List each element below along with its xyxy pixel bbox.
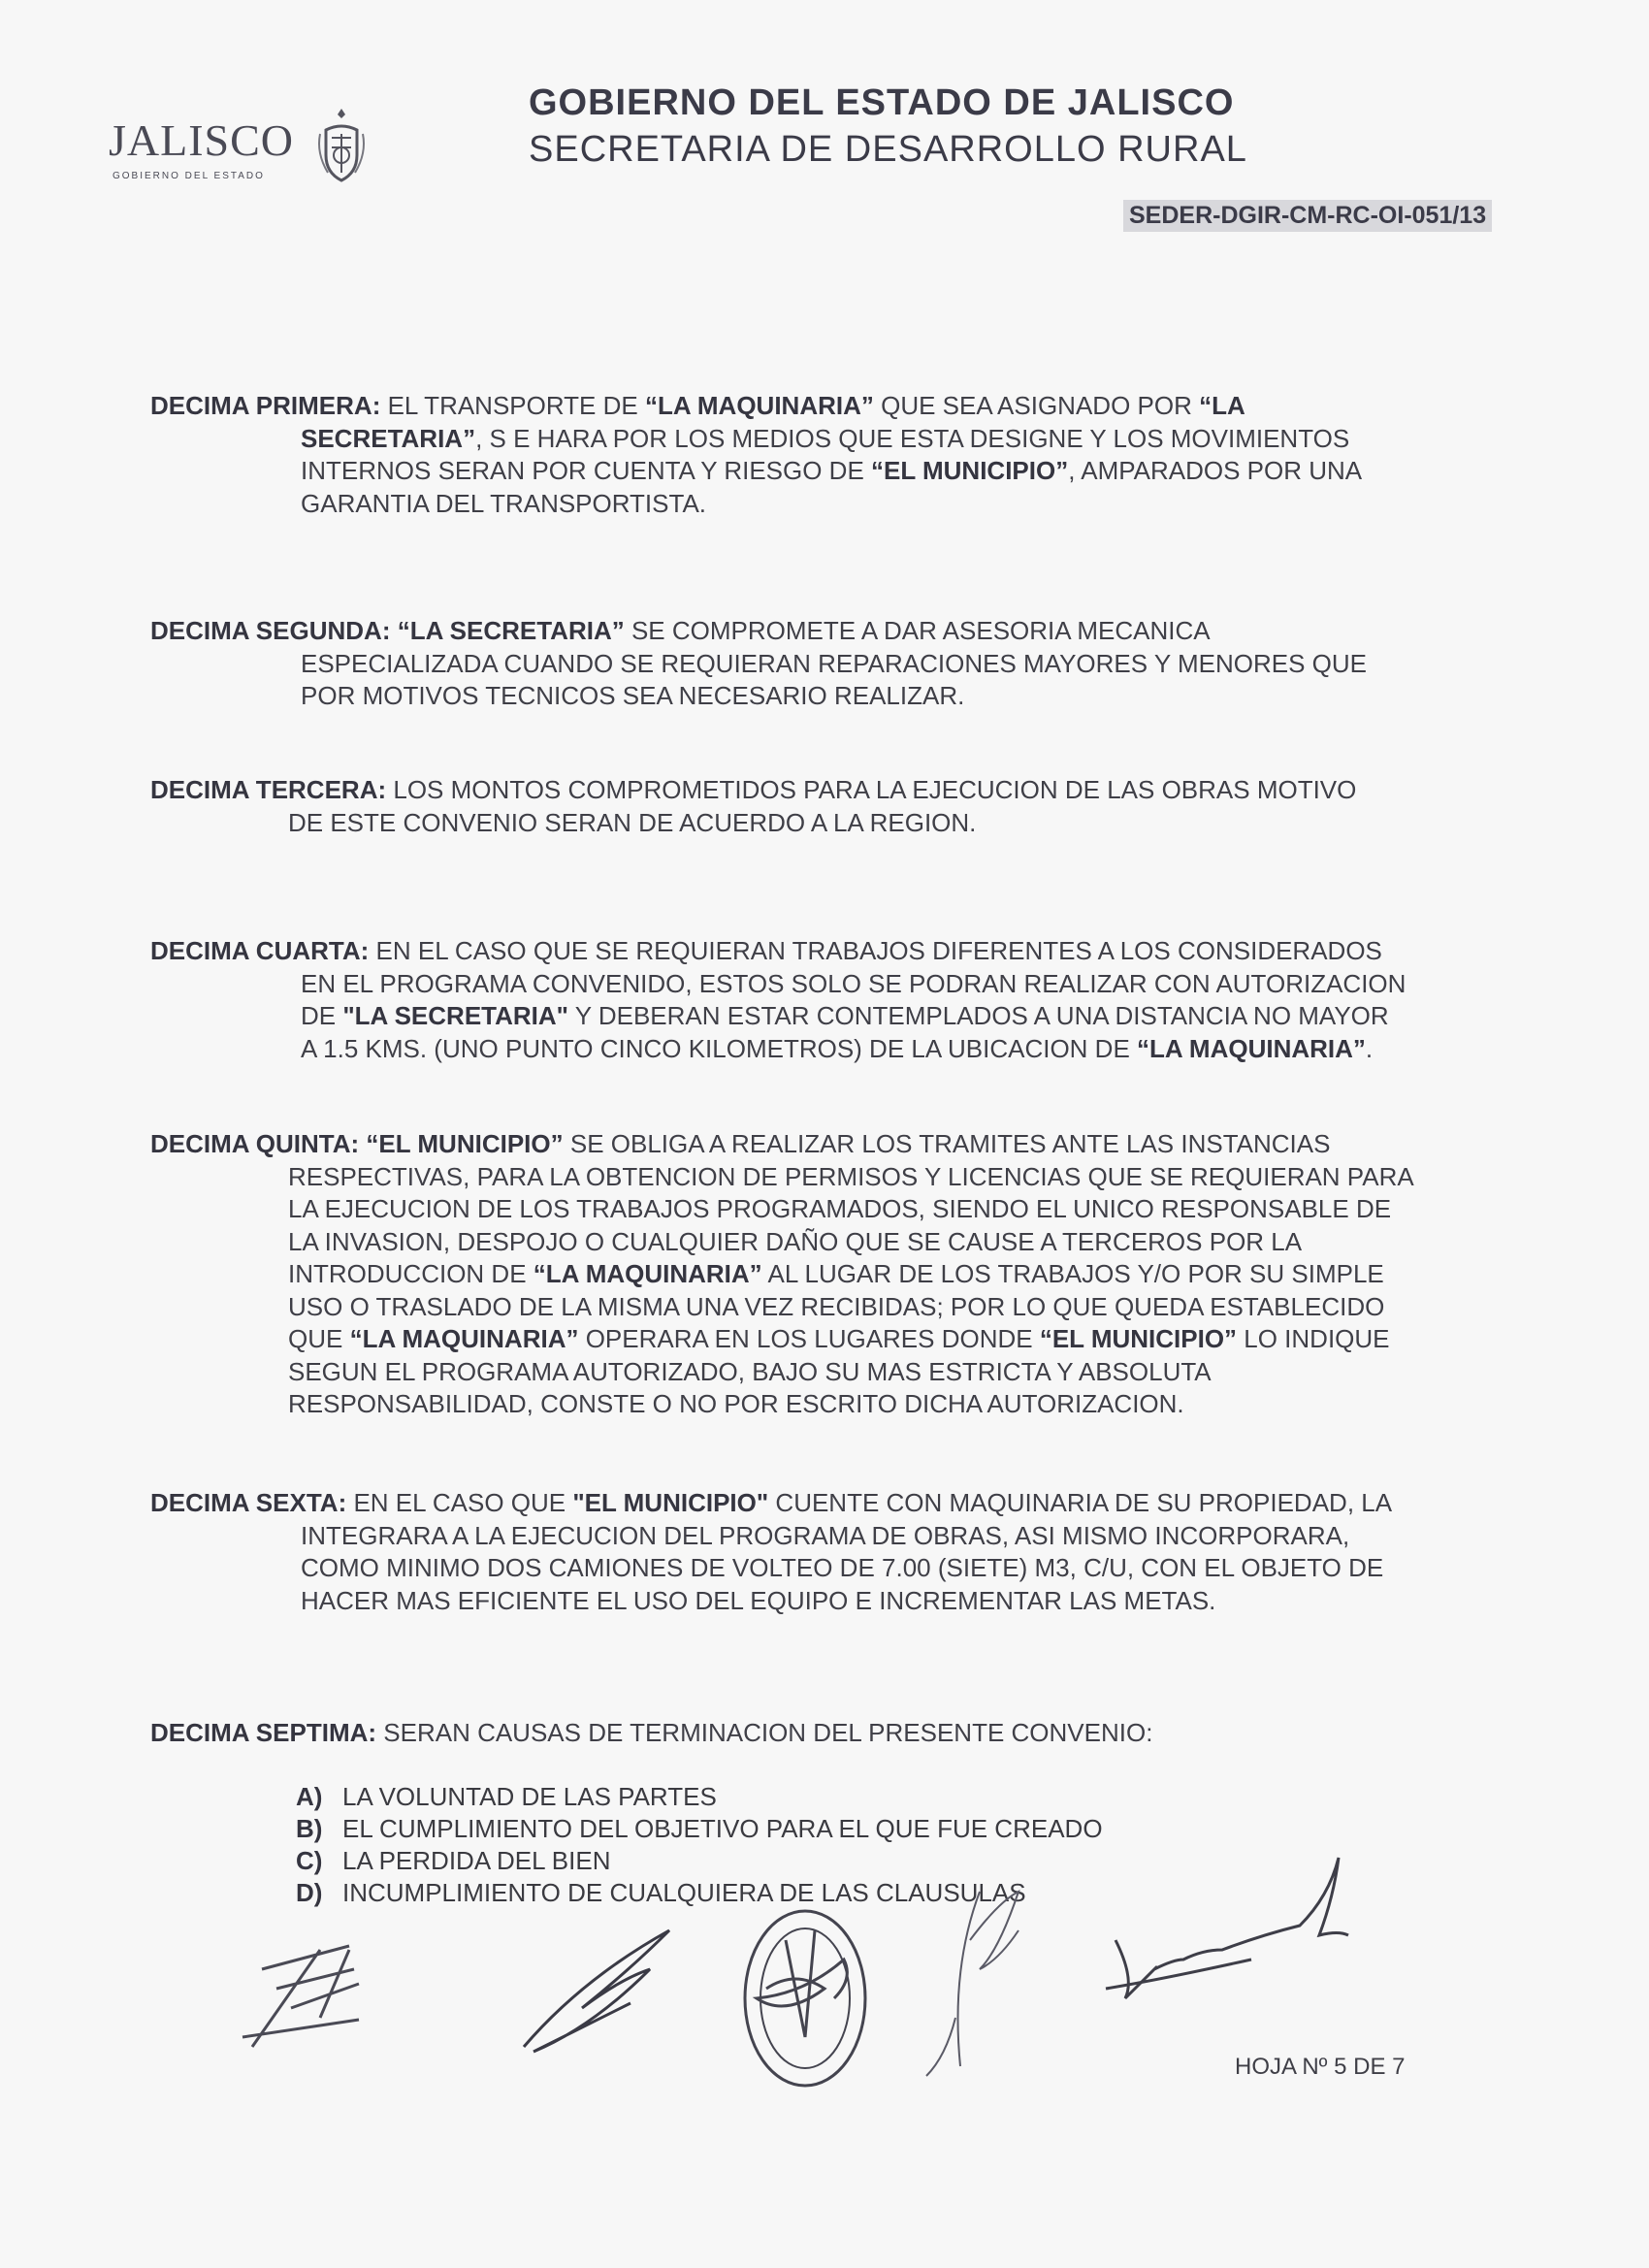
signature-3 bbox=[926, 1892, 1018, 2076]
document-code: SEDER-DGIR-CM-RC-OI-051/13 bbox=[1123, 200, 1492, 232]
clause-line: EN EL PROGRAMA CONVENIDO, ESTOS SOLO SE PODRAN REALIZAR CON AUTORIZACION bbox=[301, 968, 1406, 998]
list-item: B) EL CUMPLIMIENTO DEL OBJETIVO PARA EL QUE FUE CREADO bbox=[296, 1814, 1103, 1843]
clause-label: DECIMA PRIMERA: bbox=[150, 391, 388, 420]
clause-line: QUE “LA MAQUINARIA” OPERARA EN LOS LUGARES DONDE “EL MUNICIPIO” LO INDIQUE bbox=[288, 1324, 1390, 1353]
page-number: HOJA Nº 5 DE 7 bbox=[1235, 2054, 1406, 2080]
official-seal bbox=[745, 1911, 865, 2086]
clause-line: SECRETARIA”, S E HARA POR LOS MEDIOS QUE ESTA DESIGNE Y LOS MOVIMIENTOS bbox=[301, 423, 1350, 453]
clause-decima-segunda bbox=[150, 615, 1520, 713]
list-item: C) LA PERDIDA DEL BIEN bbox=[296, 1846, 611, 1875]
clause-line: INTRODUCCION DE “LA MAQUINARIA” AL LUGAR DE LOS TRABAJOS Y/O POR SU SIMPLE bbox=[288, 1259, 1384, 1288]
clause-first-line: DECIMA SEGUNDA: “LA SECRETARIA” SE COMPROMETE A DAR ASESORIA MECANICA bbox=[150, 616, 1211, 645]
list-item: A) LA VOLUNTAD DE LAS PARTES bbox=[296, 1782, 717, 1811]
clause-decima-septima bbox=[150, 1717, 1520, 1750]
signatures-area bbox=[0, 1843, 1649, 2212]
list-item: D) INCUMPLIMIENTO DE CUALQUIERA DE LAS CLAUSULAS bbox=[296, 1878, 1026, 1907]
clause-line: HACER MAS EFICIENTE EL USO DEL EQUIPO E INCREMENTAR LAS METAS. bbox=[301, 1585, 1216, 1615]
clause-line: RESPONSABILIDAD, CONSTE O NO POR ESCRITO DICHA AUTORIZACION. bbox=[288, 1389, 1184, 1418]
signature-2 bbox=[524, 1930, 669, 2052]
clause-line: DE "LA SECRETARIA" Y DEBERAN ESTAR CONTEMPLADOS A UNA DISTANCIA NO MAYOR bbox=[301, 1001, 1389, 1030]
clause-first-line: DECIMA SEPTIMA: SERAN CAUSAS DE TERMINACION DEL PRESENTE CONVENIO: bbox=[150, 1718, 1153, 1747]
signature-1 bbox=[242, 1946, 359, 2047]
clause-label: DECIMA TERCERA: bbox=[150, 775, 394, 804]
clause-line: SEGUN EL PROGRAMA AUTORIZADO, BAJO SU MAS ESTRICTA Y ABSOLUTA bbox=[288, 1356, 1212, 1386]
clause-first-line: DECIMA TERCERA: LOS MONTOS COMPROMETIDOS PARA LA EJECUCION DE LAS OBRAS MOTIVO bbox=[150, 775, 1357, 804]
clause-line: POR MOTIVOS TECNICOS SEA NECESARIO REALIZAR. bbox=[301, 681, 965, 710]
clause-line: GARANTIA DEL TRANSPORTISTA. bbox=[301, 488, 707, 518]
clause-line: DE ESTE CONVENIO SERAN DE ACUERDO A LA REGION. bbox=[288, 807, 977, 837]
clause-line: A 1.5 KMS. (UNO PUNTO CINCO KILOMETROS) DE LA UBICACION DE “LA MAQUINARIA”. bbox=[301, 1033, 1374, 1063]
clause-first-line: DECIMA CUARTA: EN EL CASO QUE SE REQUIERAN TRABAJOS DIFERENTES A LOS CONSIDERADOS bbox=[150, 936, 1382, 965]
logo-wordmark: JALISCO bbox=[109, 115, 295, 165]
logo-subtitle: GOBIERNO DEL ESTADO bbox=[113, 171, 265, 181]
clause-line: USO O TRASLADO DE LA MISMA UNA VEZ RECIBIDAS; POR LO QUE QUEDA ESTABLECIDO bbox=[288, 1291, 1385, 1321]
coat-of-arms-icon bbox=[312, 105, 371, 192]
clause-line: INTERNOS SERAN POR CUENTA Y RIESGO DE “EL MUNICIPIO”, AMPARADOS POR UNA bbox=[301, 456, 1363, 485]
clause-line: ESPECIALIZADA CUANDO SE REQUIERAN REPARACIONES MAYORES Y MENORES QUE bbox=[301, 648, 1367, 678]
clause-line: LA EJECUCION DE LOS TRABAJOS PROGRAMADOS, SIENDO EL UNICO RESPONSABLE DE bbox=[288, 1194, 1392, 1223]
clause-line: LA INVASION, DESPOJO O CUALQUIER DAÑO QUE SE CAUSE A TERCEROS POR LA bbox=[288, 1226, 1303, 1256]
clause-decima-sexta bbox=[150, 1487, 1520, 1617]
clause-line: COMO MINIMO DOS CAMIONES DE VOLTEO DE 7.00 (SIETE) M3, C/U, CON EL OBJETO DE bbox=[301, 1553, 1384, 1582]
clause-label: DECIMA SEXTA: bbox=[150, 1488, 354, 1517]
clause-decima-tercera bbox=[150, 774, 1520, 839]
government-title: GOBIERNO DEL ESTADO DE JALISCO bbox=[529, 82, 1235, 123]
clause-line: RESPECTIVAS, PARA LA OBTENCION DE PERMISOS Y LICENCIAS QUE SE REQUIERAN PARA bbox=[288, 1161, 1414, 1191]
clause-first-line: DECIMA PRIMERA: EL TRANSPORTE DE “LA MAQUINARIA” QUE SEA ASIGNADO POR “LA bbox=[150, 391, 1245, 420]
clause-decima-quinta bbox=[150, 1128, 1520, 1421]
clause-decima-cuarta bbox=[150, 935, 1520, 1065]
jalisco-logo bbox=[109, 105, 390, 192]
clause-label: DECIMA CUARTA: bbox=[150, 936, 376, 965]
clause-first-line: DECIMA QUINTA: “EL MUNICIPIO” SE OBLIGA A REALIZAR LOS TRAMITES ANTE LAS INSTANCIAS bbox=[150, 1129, 1331, 1158]
clause-label: DECIMA SEGUNDA: bbox=[150, 616, 398, 645]
signature-4 bbox=[1106, 1858, 1348, 1998]
clause-label: DECIMA QUINTA: bbox=[150, 1129, 367, 1158]
clause-line: INTEGRARA A LA EJECUCION DEL PROGRAMA DE OBRAS, ASI MISMO INCORPORARA, bbox=[301, 1520, 1350, 1550]
clause-first-line: DECIMA SEXTA: EN EL CASO QUE "EL MUNICIPIO" CUENTE CON MAQUINARIA DE SU PROPIEDAD, LA bbox=[150, 1488, 1393, 1517]
secretariat-subtitle: SECRETARIA DE DESARROLLO RURAL bbox=[529, 129, 1247, 170]
clause-label: DECIMA SEPTIMA: bbox=[150, 1718, 384, 1747]
clause-decima-primera bbox=[150, 390, 1520, 520]
